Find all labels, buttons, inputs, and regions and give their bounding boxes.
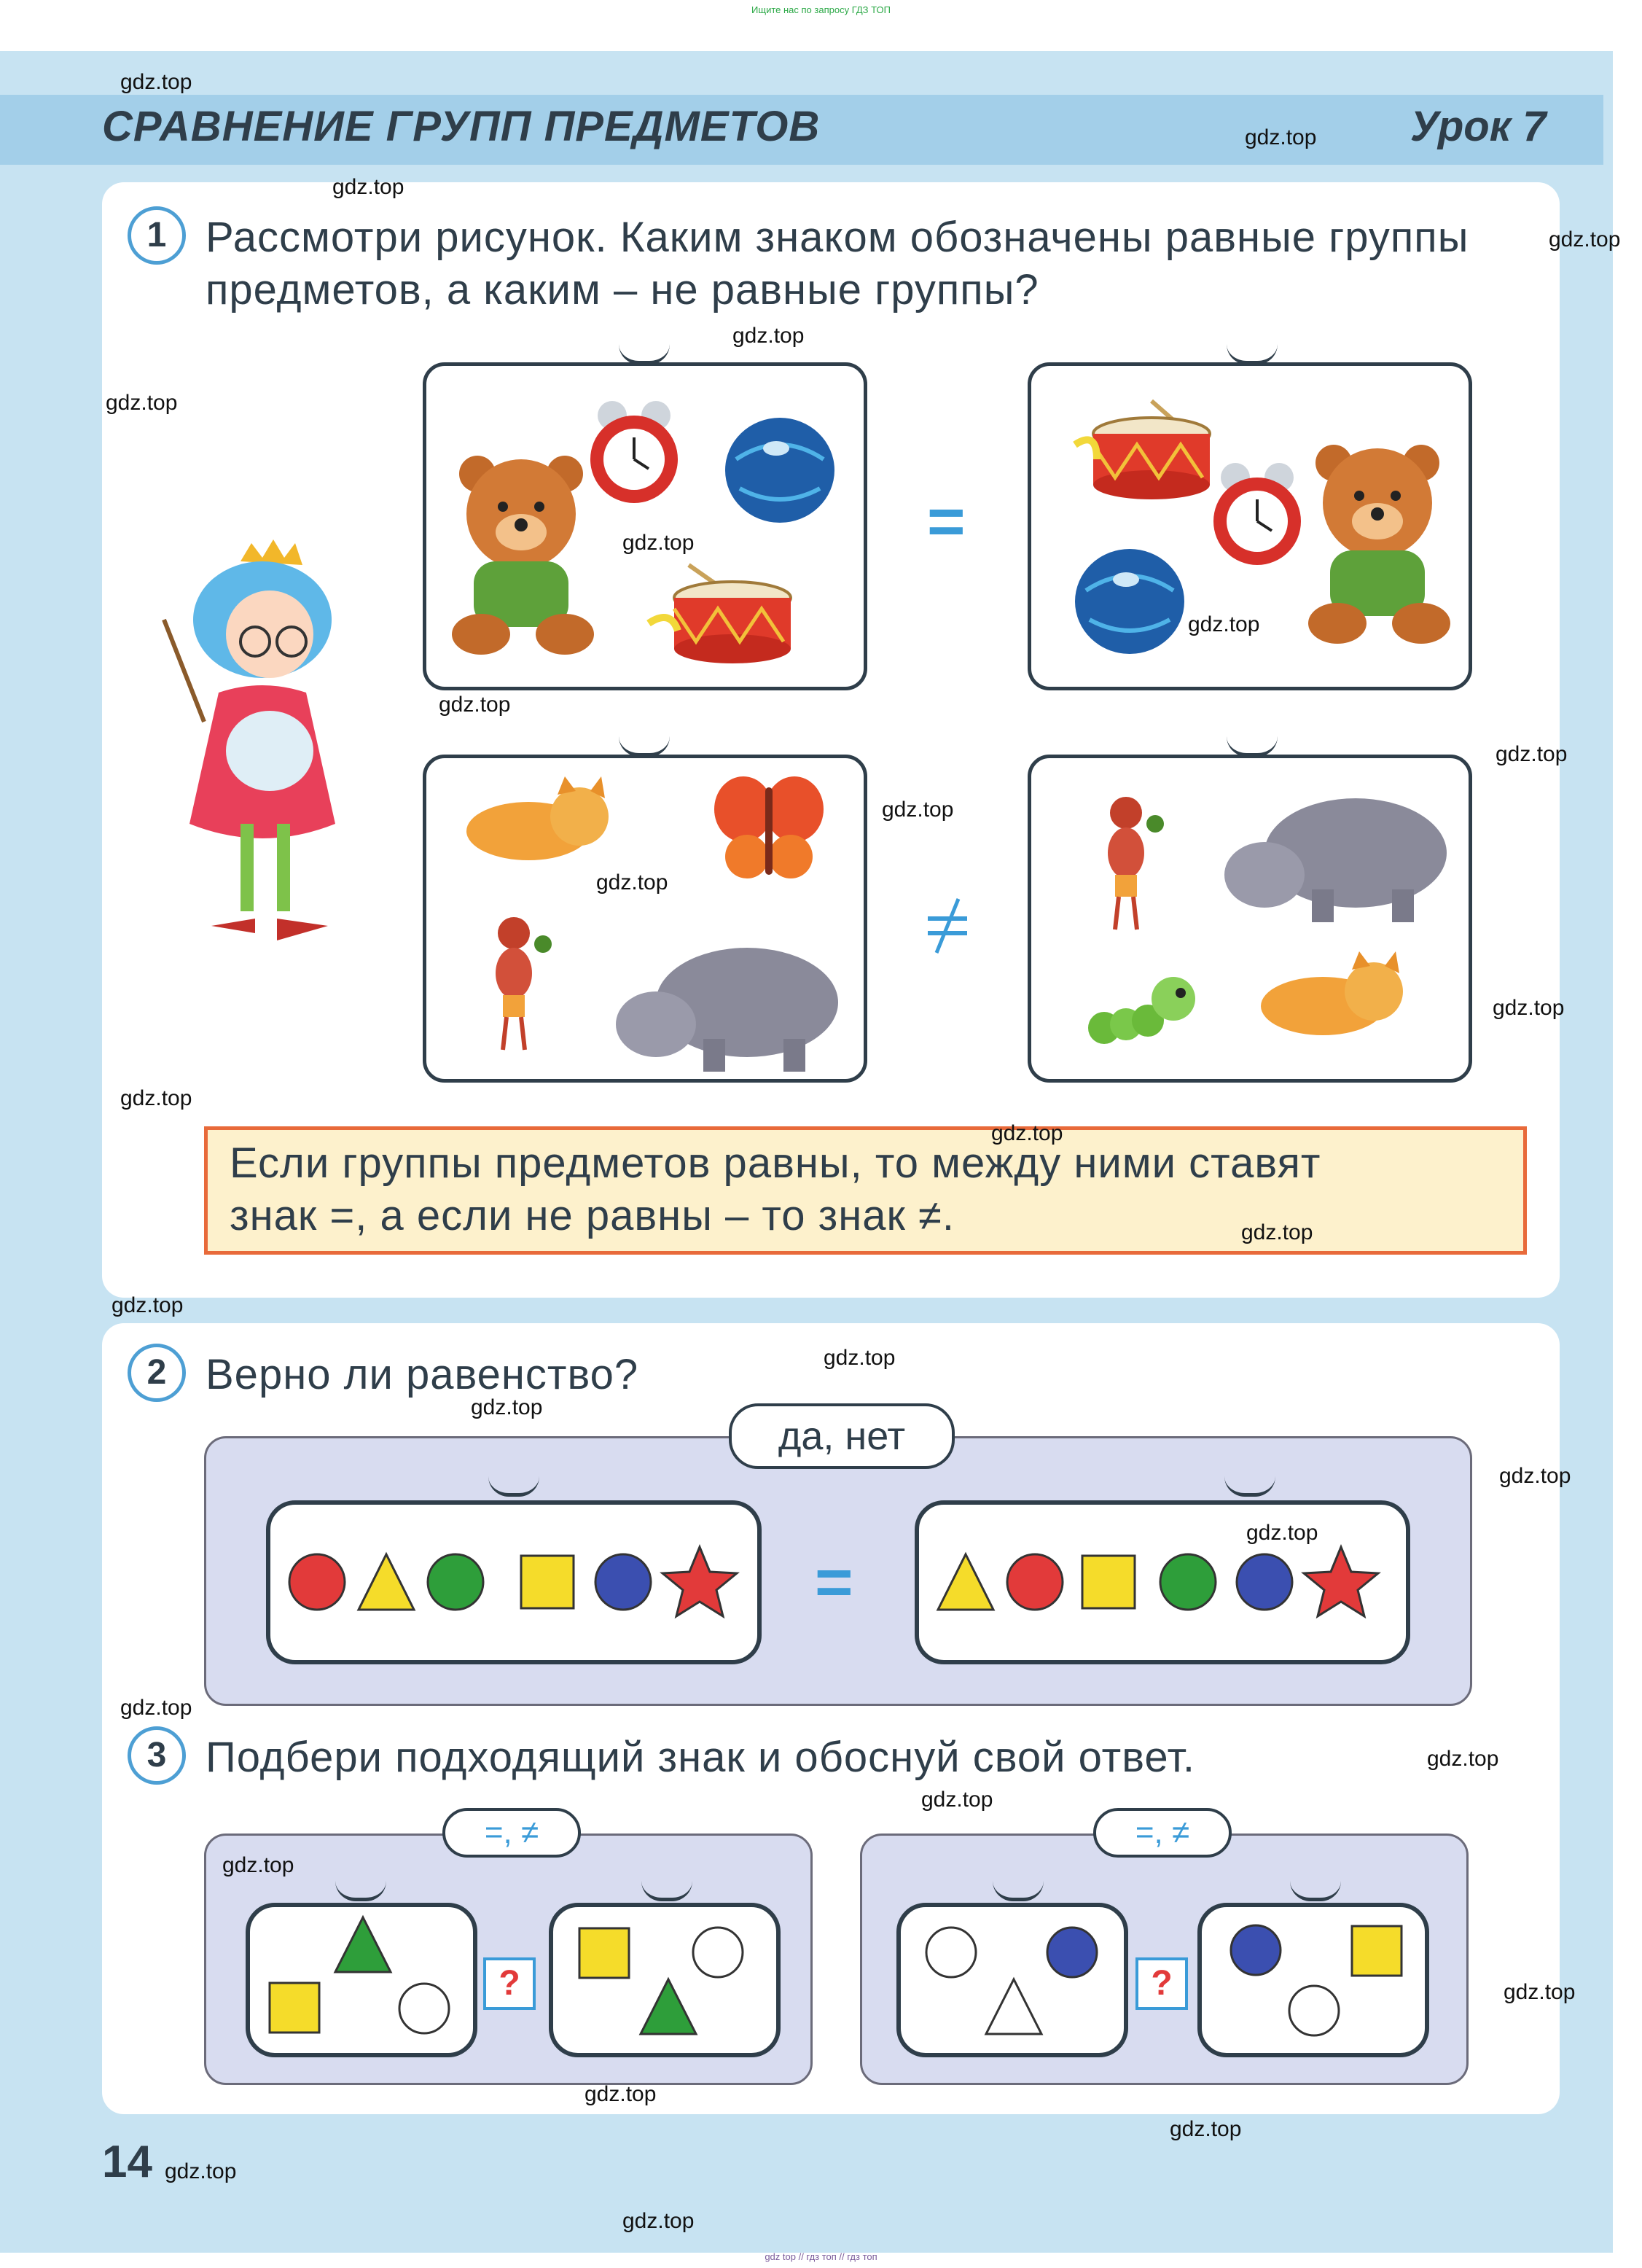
task1-text-line1: Рассмотри рисунок. Каким знаком обозначены равные группы	[206, 214, 1469, 261]
yellow-square	[1352, 1926, 1401, 1976]
teddy-bear-image	[445, 452, 605, 656]
task3-number: 3	[128, 1726, 186, 1785]
red-star	[1304, 1547, 1378, 1616]
watermark: gdz.top	[222, 1853, 294, 1877]
watermark: gdz.top	[120, 1696, 192, 1720]
yellow-square	[579, 1928, 629, 1978]
not-equal-sign-text	[927, 897, 959, 964]
watermark: gdz.top	[165, 2159, 237, 2183]
white-circle	[399, 1984, 449, 2033]
green-circle	[428, 1554, 483, 1610]
watermark: gdz.top	[120, 1086, 192, 1110]
task2-text: Верно ли равенство?	[206, 1351, 639, 1398]
white-circle	[1289, 1986, 1339, 2035]
task3-text: Подбери подходящий знак и обоснуй свой ответ.	[206, 1734, 1195, 1781]
alarm-clock-image	[1206, 459, 1308, 576]
yellow-triangle	[359, 1554, 414, 1610]
task3-right-sign-options[interactable]: =, ≠	[1093, 1808, 1232, 1858]
yellow-square	[1082, 1556, 1135, 1608]
watermark: gdz.top	[1188, 612, 1260, 636]
task1-text-line2: предметов, а каким – не равные группы?	[206, 266, 1039, 313]
navy-circle	[1237, 1554, 1292, 1610]
watermark: gdz.top	[332, 175, 404, 199]
watermark: gdz.top	[471, 1395, 543, 1419]
task3-right-question-box[interactable]: ?	[1135, 1957, 1188, 2010]
yellow-square	[270, 1983, 319, 2033]
watermark: gdz.top	[824, 1346, 896, 1370]
navy-circle	[595, 1554, 651, 1610]
task2-left-shapes	[281, 1538, 747, 1626]
white-circle	[926, 1928, 976, 1977]
watermark: gdz.top	[1246, 1521, 1318, 1545]
footer-note: gdz top // гдз топ // гдз топ	[765, 2251, 877, 2262]
watermark: gdz.top	[732, 324, 805, 348]
equal-sign: =	[927, 486, 966, 558]
butterfly-image	[711, 773, 827, 882]
watermark: gdz.top	[120, 70, 192, 94]
watermark: gdz.top	[1499, 1464, 1571, 1488]
watermark: gdz.top	[622, 531, 695, 555]
red-circle	[1007, 1554, 1063, 1610]
teddy-bear-image	[1301, 441, 1461, 645]
rule-text-line1: Если группы предметов равны, то между ними ставят	[230, 1139, 1321, 1187]
ant-image	[481, 911, 554, 1057]
white-circle	[693, 1928, 743, 1977]
watermark: gdz.top	[1241, 1220, 1313, 1244]
hippo-image	[1224, 787, 1450, 926]
alarm-clock-image	[583, 397, 685, 514]
task3-box-b-shapes	[558, 1910, 769, 2049]
watermark: gdz.top	[112, 1293, 184, 1317]
green-triangle	[641, 1979, 696, 2034]
watermark: gdz.top	[585, 2082, 657, 2106]
page-title: СРАВНЕНИЕ ГРУПП ПРЕДМЕТОВ	[102, 103, 821, 150]
task2-number: 2	[128, 1344, 186, 1402]
watermark: gdz.top	[991, 1121, 1063, 1145]
green-circle	[1160, 1554, 1216, 1610]
page-number: 14	[102, 2137, 152, 2187]
task3-left-sign-options[interactable]: =, ≠	[442, 1808, 581, 1858]
task2-equal-sign: =	[815, 1546, 853, 1619]
watermark: gdz.top	[1496, 742, 1568, 766]
drum-image	[645, 558, 805, 667]
navy-circle	[1047, 1928, 1097, 1977]
watermark: gdz.top	[1427, 1747, 1499, 1771]
watermark: gdz.top	[1504, 1980, 1576, 2004]
watermark: gdz.top	[921, 1788, 993, 1812]
caterpillar-image	[1082, 962, 1206, 1050]
girl-illustration	[153, 532, 372, 955]
navy-circle	[1231, 1925, 1281, 1975]
lesson-label: Урок 7	[1410, 103, 1547, 150]
watermark: gdz.top	[439, 693, 511, 717]
watermark: gdz.top	[622, 2209, 695, 2233]
green-triangle	[335, 1917, 391, 1972]
task3-left-question-box[interactable]: ?	[483, 1957, 536, 2010]
yellow-square	[521, 1556, 574, 1608]
blue-ball-image	[722, 416, 838, 525]
yellow-triangle	[938, 1554, 993, 1610]
header-note: Ищите нас по запросу ГДЗ ТОП	[751, 4, 891, 15]
red-star	[662, 1547, 737, 1616]
rule-text-line2: знак =, а если не равны – то знак ≠.	[230, 1192, 955, 1239]
watermark: gdz.top	[1245, 125, 1317, 149]
blue-ball-image	[1071, 547, 1188, 656]
task3-box-a-shapes	[255, 1910, 466, 2049]
task3-box-d-shapes	[1206, 1910, 1418, 2049]
cat-image	[463, 773, 616, 868]
watermark: gdz.top	[106, 391, 178, 415]
hippo-image	[616, 937, 842, 1075]
ant-image	[1093, 791, 1166, 937]
watermark: gdz.top	[882, 798, 954, 822]
watermark: gdz.top	[1170, 2117, 1242, 2141]
watermark: gdz.top	[1493, 996, 1565, 1020]
task2-answer-options[interactable]: да, нет	[729, 1403, 955, 1469]
cat-image	[1257, 948, 1410, 1043]
watermark: gdz.top	[1549, 227, 1621, 252]
white-triangle	[986, 1979, 1041, 2034]
task1-number: 1	[128, 206, 186, 265]
red-circle	[289, 1554, 345, 1610]
task3-box-c-shapes	[906, 1910, 1117, 2049]
task2-right-shapes	[929, 1538, 1396, 1626]
watermark: gdz.top	[596, 870, 668, 895]
